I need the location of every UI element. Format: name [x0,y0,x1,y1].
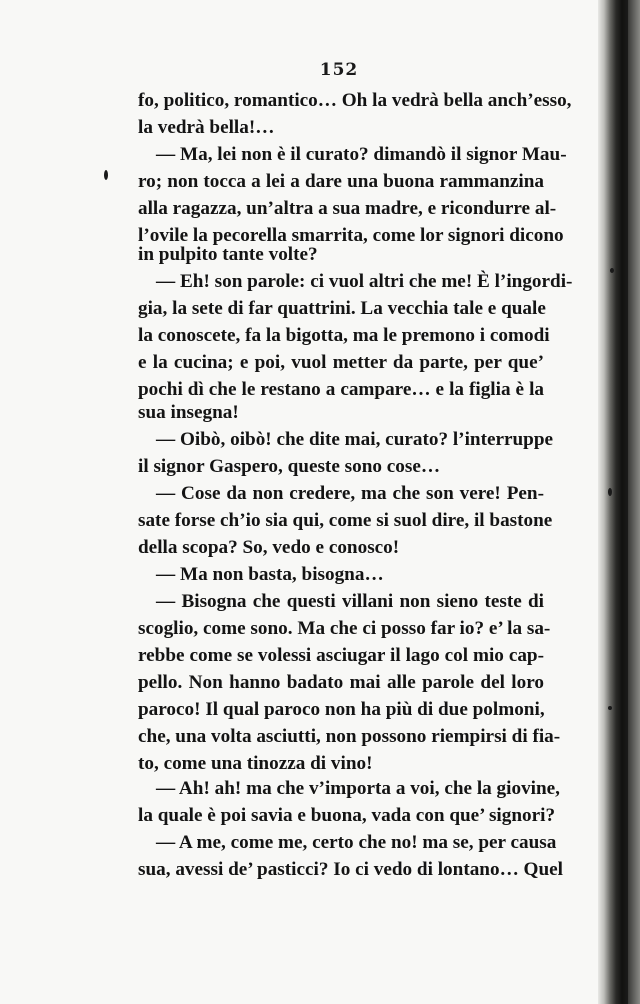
text-line: la vedrà bella!… [138,117,275,138]
text-line: alla ragazza, un’altra a sua madre, e ricondurre al- [138,198,557,219]
text-line: gia, la sete di far quattrini. La vecchia tale e quale [138,298,546,319]
page-number: 152 [319,60,359,80]
text-line: che, una volta asciutti, non possono riempirsi di fia- [138,726,561,747]
text-line: sate forse ch’io sia qui, come si suol dire, il bastone [138,510,553,531]
text-line: sua, avessi de’ pasticci? Io ci vedo di lontano… Quel [138,859,563,880]
text-line: — A me, come me, certo che no! ma se, per causa [156,832,557,853]
text-line: in pulpito tante volte? [138,244,318,265]
text-line: to, come una tinozza di vino! [138,753,373,774]
text-line: pello. Non hanno badato mai alle parole del loro [138,672,544,693]
text-line: — Oibò, oibò! che dite mai, curato? l’interruppe [156,429,554,450]
ink-speck [608,488,612,496]
text-line: — Ah! ah! ma che v’importa a voi, che la giovine, [156,778,560,799]
text-line: ro; non tocca a lei a dare una buona rammanzina [138,171,544,192]
text-line: pochi dì che le restano a campare… e la figlia è la [138,379,544,400]
text-line: rebbe come se volessi asciugar il lago col mio cap- [138,645,544,666]
text-line: — Bisogna che questi villani non sieno teste di [156,591,544,612]
text-line: la conoscete, fa la bigotta, ma le premono i comodi [138,325,550,346]
text-line: — Ma non basta, bisogna… [156,564,384,585]
ink-speck [610,268,614,273]
page-edge [628,0,640,1004]
text-line: — Cose da non credere, ma che son vere! Pen- [156,483,544,504]
text-line: — Ma, lei non è il curato? dimandò il signor Mau- [156,144,567,165]
text-line: paroco! Il qual paroco non ha più di due polmoni, [138,699,545,720]
text-line: scoglio, come sono. Ma che ci posso far io? e’ la sa- [138,618,551,639]
text-line: della scopa? So, vedo e conosco! [138,537,400,558]
text-line: fo, politico, romantico… Oh la vedrà bella anch’esso, [138,90,572,111]
text-line: e la cucina; e poi, vuol metter da parte, per que’ [138,352,544,373]
ink-speck [104,170,108,180]
ink-speck [608,706,612,710]
text-line: l’ovile la pecorella smarrita, come lor signori dicono [138,225,564,246]
text-line: la quale è poi savia e buona, vada con que’ signori? [138,805,556,826]
text-line: — Eh! son parole: ci vuol altri che me! È l’ingordi- [156,271,573,292]
text-line: il signor Gaspero, queste sono cose… [138,456,441,477]
text-line: sua insegna! [138,402,239,423]
